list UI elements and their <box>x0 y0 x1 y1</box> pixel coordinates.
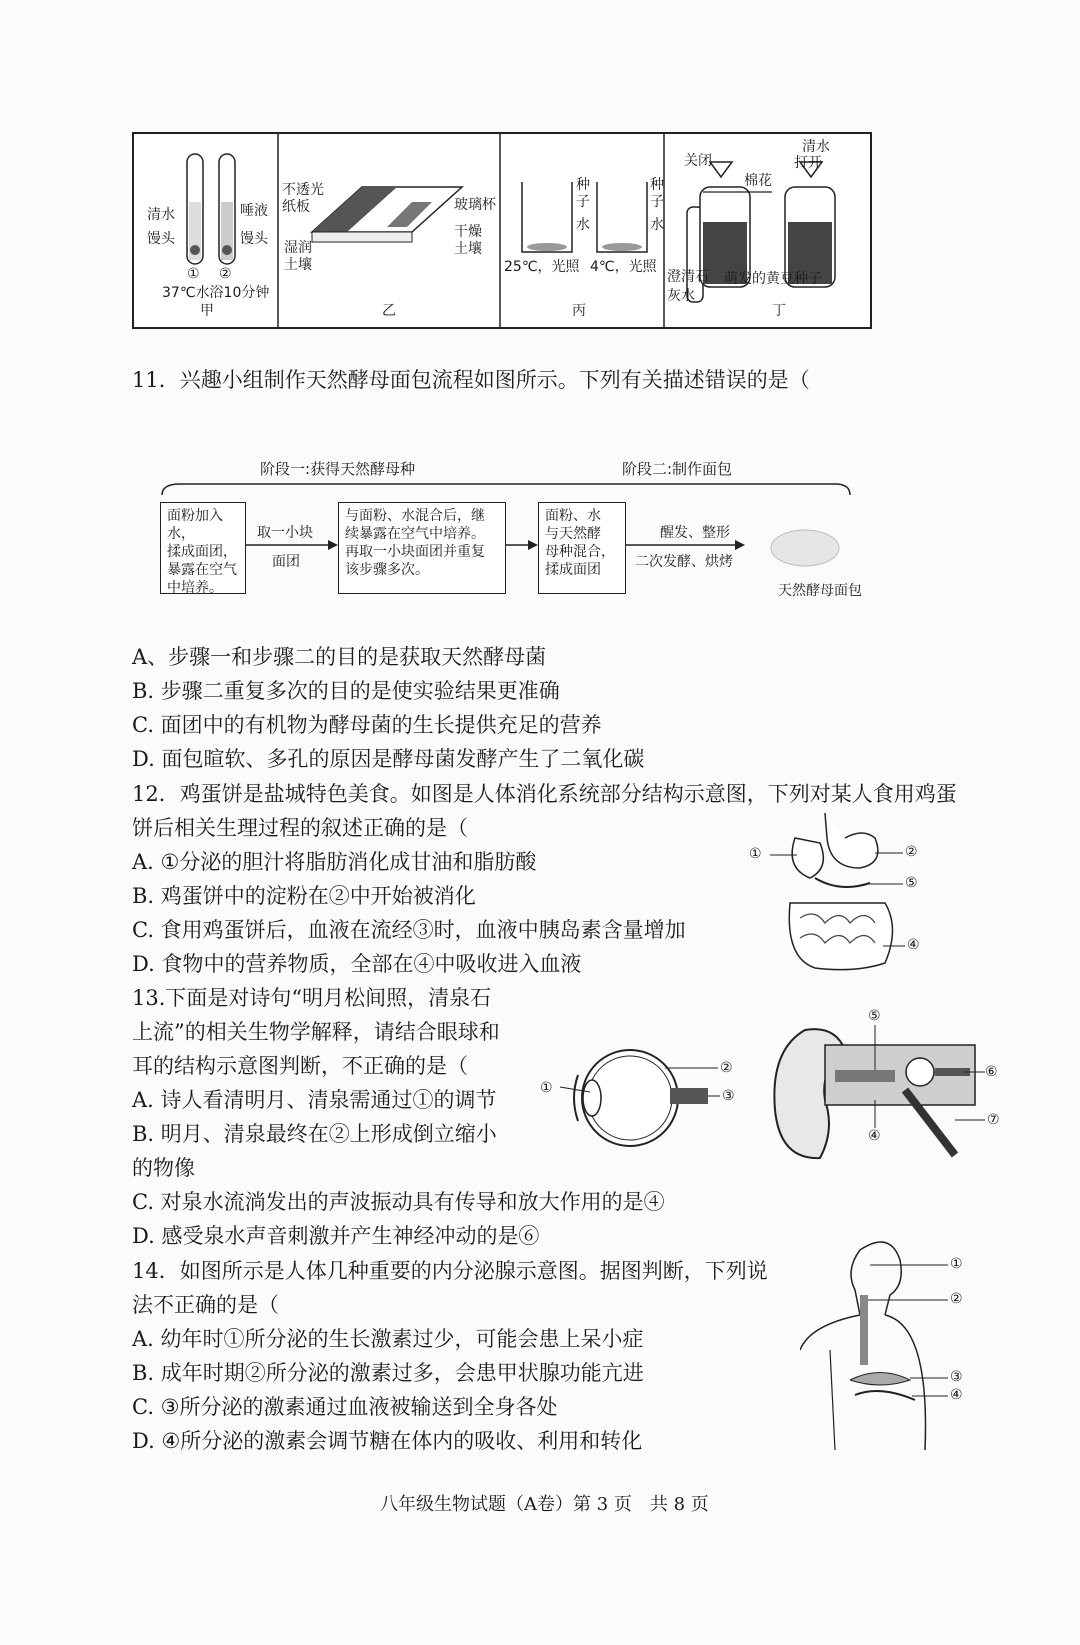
panel3-label-water2: 水 <box>650 217 664 233</box>
q11-stem: 11．兴趣小组制作天然酵母面包流程如图所示。下列有关描述错误的是（ <box>132 368 810 392</box>
panel1-num2: ② <box>219 266 232 282</box>
q11-box1-line4: 中培养。 <box>167 580 223 596</box>
q11-option-a: A、步骤一和步骤二的目的是获取天然酵母菌 <box>132 645 547 669</box>
q11-stage2: 阶段二:制作面包 <box>622 460 733 478</box>
top-figure <box>132 132 872 329</box>
panel3-name: 丙 <box>572 303 586 319</box>
q11-box3-line4: 揉成面团 <box>545 562 601 578</box>
q14-option-b: B. 成年时期②所分泌的激素过多，会患甲状腺功能亢进 <box>132 1361 644 1385</box>
endocrine-label-1: ① <box>950 1256 963 1272</box>
q13-stem-line1: 13.下面是对诗句“明月松间照，清泉石 <box>132 986 492 1010</box>
digestive-label-5: ⑤ <box>905 875 918 891</box>
q12-option-d: D. 食物中的营养物质，全部在④中吸收进入血液 <box>132 952 582 976</box>
panel4-label-cotton: 棉花 <box>744 173 772 189</box>
page-footer: 八年级生物试题（A卷）第 3 页 共 8 页 <box>380 1494 709 1515</box>
panel4-name: 丁 <box>772 303 786 319</box>
eye-label-1: ① <box>540 1080 553 1096</box>
q13-option-a: A. 诗人看清明月、清泉需通过①的调节 <box>132 1088 497 1112</box>
panel1-label-bun: 馒头 <box>147 231 175 247</box>
panel3-condition2: 4℃，光照 <box>590 259 657 275</box>
endocrine-label-2: ② <box>950 1291 963 1307</box>
q11-box3-line3: 母种混合， <box>545 544 615 560</box>
q11-arrow1-bottom: 面团 <box>272 554 300 570</box>
q11-option-c: C. 面团中的有机物为酵母菌的生长提供充足的营养 <box>132 713 602 737</box>
endocrine-label-4: ④ <box>950 1387 963 1403</box>
panel3-condition1: 25℃，光照 <box>504 259 580 275</box>
q11-flowchart <box>160 450 880 610</box>
q14-option-c: C. ③所分泌的激素通过血液被输送到全身各处 <box>132 1395 558 1419</box>
q11-box2-line1: 与面粉、水混合后，继 <box>345 508 485 524</box>
panel1-label-water: 清水 <box>147 207 175 223</box>
panel2-label-glass: 玻璃杯 <box>454 197 496 213</box>
q11-box2-line4: 该步骤多次。 <box>345 562 429 578</box>
panel3-label-water1: 水 <box>576 217 590 233</box>
panel1-name: 甲 <box>200 303 214 319</box>
panel4-label-limewater: 澄清石灰水 <box>667 269 709 304</box>
panel3-label-seed2: 种子 <box>650 177 664 210</box>
panel2-label-wet: 湿润土壤 <box>284 240 312 273</box>
q13-option-b-cont: 的物像 <box>132 1156 195 1180</box>
eye-figure <box>540 1040 740 1160</box>
q11-box1-line2: 揉成面团， <box>167 544 237 560</box>
q11-arrow3-top: 醒发、整形 <box>660 525 730 541</box>
q11-box2-line2: 续暴露在空气中培养。 <box>345 526 485 542</box>
panel2-label-dry: 干燥土壤 <box>454 224 482 257</box>
panel4-label-seeds: 萌发的黄豆种子 <box>724 271 822 287</box>
q11-box3-line1: 面粉、水 <box>545 508 601 524</box>
q11-box1-line1: 面粉加入水， <box>167 508 223 542</box>
q13-option-b: B. 明月、清泉最终在②上形成倒立缩小 <box>132 1122 497 1146</box>
q11-arrow1-top: 取一小块 <box>257 525 313 541</box>
q11-box1-line3: 暴露在空气 <box>167 562 237 578</box>
ear-label-7: ⑦ <box>987 1112 1000 1128</box>
ear-svg <box>765 1010 1015 1170</box>
digestive-system-figure <box>749 808 935 978</box>
q11-box2 <box>338 502 506 594</box>
ear-label-6: ⑥ <box>985 1064 998 1080</box>
panel1-label-bun2: 馒头 <box>240 231 268 247</box>
panel4-label-closed: 关闭 <box>684 153 712 169</box>
panel2-label-board: 不透光纸板 <box>282 182 324 215</box>
q12-stem-line2: 饼后相关生理过程的叙述正确的是（ <box>132 816 468 840</box>
q13-stem-line3: 耳的结构示意图判断，不正确的是（ <box>132 1054 468 1078</box>
q11-option-d: D. 面包暄软、多孔的原因是酵母菌发酵产生了二氧化碳 <box>132 747 645 771</box>
ear-figure <box>765 1010 1015 1170</box>
panel3-label-seed1: 种子 <box>576 177 590 210</box>
q13-option-d: D. 感受泉水声音刺激并产生神经冲动的是⑥ <box>132 1224 540 1248</box>
q13-option-c: C. 对泉水流淌发出的声波振动具有传导和放大作用的是④ <box>132 1190 665 1214</box>
endocrine-label-3: ③ <box>950 1369 963 1385</box>
q11-arrow3-bottom: 二次发酵、烘烤 <box>635 554 733 570</box>
digestive-label-4: ④ <box>907 937 920 953</box>
eye-label-2: ② <box>720 1060 733 1076</box>
panel1-num1: ① <box>187 266 200 282</box>
q14-stem-line1: 14．如图所示是人体几种重要的内分泌腺示意图。据图判断，下列说 <box>132 1259 768 1283</box>
panel2-name: 乙 <box>382 303 396 319</box>
panel1-label-saliva: 唾液 <box>240 203 268 219</box>
q11-stage1: 阶段一:获得天然酵母种 <box>260 460 416 478</box>
panel4-label-water: 清水 <box>802 139 830 155</box>
q12-stem-line1: 12．鸡蛋饼是盐城特色美食。如图是人体消化系统部分结构示意图，下列对某人食用鸡蛋 <box>132 782 957 806</box>
q11-box3 <box>538 502 626 594</box>
ear-label-4: ④ <box>868 1128 881 1144</box>
eye-svg <box>540 1040 740 1160</box>
q12-option-a: A. ①分泌的胆汁将脂肪消化成甘油和脂肪酸 <box>132 850 537 874</box>
q11-bread-label: 天然酵母面包 <box>778 583 862 599</box>
digestive-label-1: ① <box>749 846 762 862</box>
q12-option-b: B. 鸡蛋饼中的淀粉在②中开始被消化 <box>132 884 476 908</box>
q14-option-d: D. ④所分泌的激素会调节糖在体内的吸收、利用和转化 <box>132 1429 643 1453</box>
panel1-condition: 37℃水浴10分钟 <box>162 285 270 301</box>
eye-label-3: ③ <box>722 1088 735 1104</box>
panel4-label-open: 打开 <box>794 155 822 171</box>
endocrine-figure <box>800 1230 1000 1450</box>
digestive-label-2: ② <box>905 844 918 860</box>
q11-box1 <box>160 502 246 594</box>
q13-stem-line2: 上流”的相关生物学解释，请结合眼球和 <box>132 1020 500 1044</box>
ear-label-5: ⑤ <box>868 1008 881 1024</box>
q14-stem-line2: 法不正确的是（ <box>132 1293 279 1317</box>
q12-option-c: C. 食用鸡蛋饼后，血液在流经③时，血液中胰岛素含量增加 <box>132 918 686 942</box>
endocrine-svg <box>800 1230 1000 1450</box>
q14-option-a: A. 幼年时①所分泌的生长激素过少，可能会患上呆小症 <box>132 1327 644 1351</box>
q11-box3-line2: 与天然酵 <box>545 526 601 542</box>
q11-option-b: B. 步骤二重复多次的目的是使实验结果更准确 <box>132 679 560 703</box>
q11-box2-line3: 再取一小块面团并重复 <box>345 544 485 560</box>
